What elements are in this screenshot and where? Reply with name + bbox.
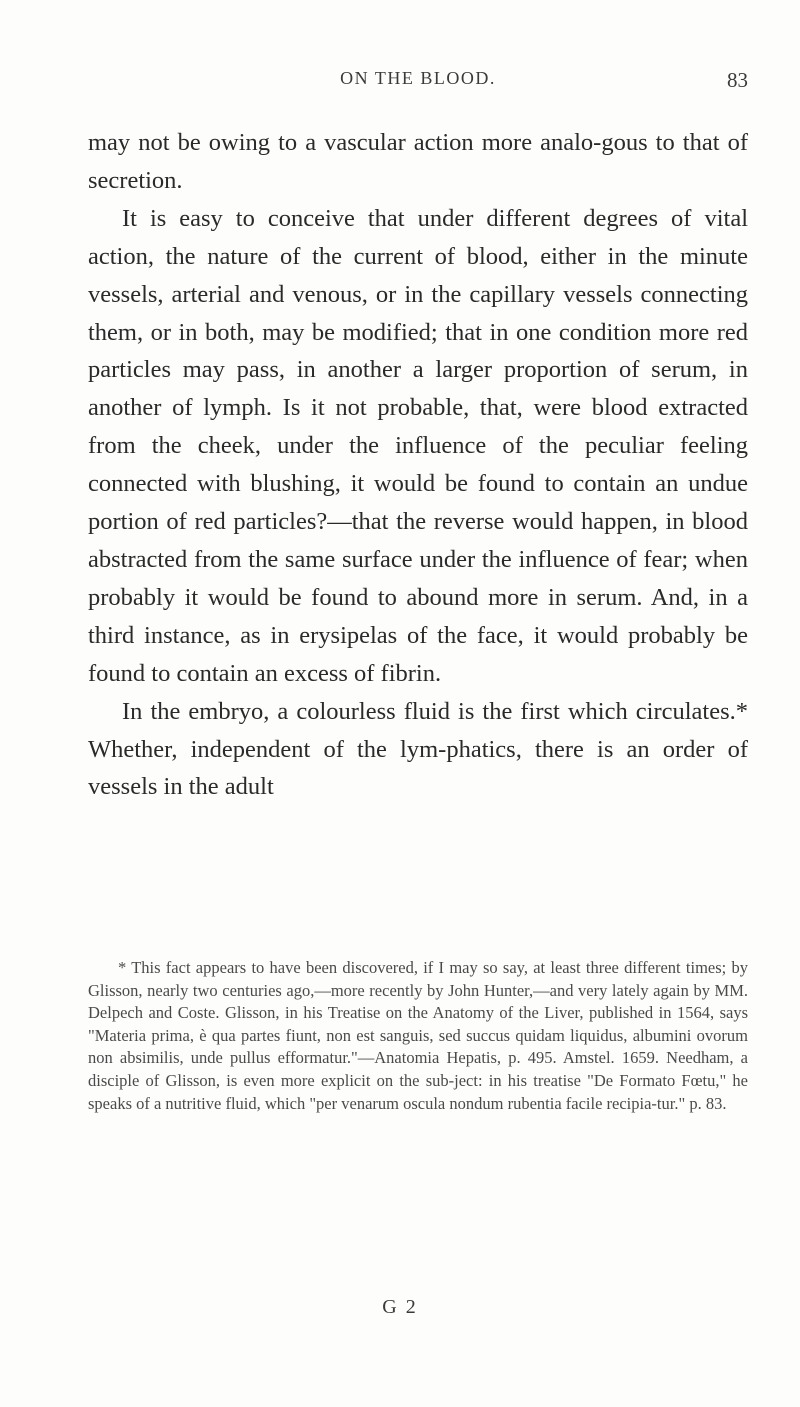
paragraph-vital-action: It is easy to conceive that under different degrees of vital action, the nature of the current of blood, either in the minute vessels, arterial and venous, or in the capillary vessels connecting them, or in both, may be modified; that in one condition more red particles may pass, in another a larger proportion of serum, in another of lymph. Is it not probable, that, were blood extracted from the cheek, under the influence of the peculiar feeling connected with blushing, it would be found to contain an undue portion of red particles?—that the reverse would happen, in blood abstracted from the same surface under the influence of fear; when probably it would be found to abound more in serum. And, in a third instance, as in erysipelas of the face, it would probably be found to contain an excess of fibrin. bbox=[88, 204, 748, 687]
page-number: 83 bbox=[727, 68, 748, 92]
paragraph-embryo: In the embryo, a colourless fluid is the first which circulates.* Whether, independent of the lym-phatics, there is an order of vessels in the adult bbox=[88, 697, 748, 801]
paragraph-continuation: may not be owing to a vascular action more analo-gous to that of secretion. bbox=[88, 129, 748, 194]
running-head bbox=[88, 68, 748, 98]
running-title: ON THE BLOOD. bbox=[340, 68, 496, 88]
footnote: * This fact appears to have been discovered, if I may so say, at least three different times; by Glisson, nearly two centuries ago,—more recently by John Hunter,—and very lately again by MM. Delpech and Coste. Glisson, in his Treatise on the Anatomy of the Liver, published in 1564, says "Materia prima, è qua partes fiunt, non est sanguis, sed succus quidam liquidus, albumini ovorum non absimilis, unde pullus efformatur."—Anatomia Hepatis, p. 495. Amstel. 1659. Needham, a disciple of Glisson, is even more explicit on the sub-ject: in his treatise "De Formato Fœtu," he speaks of a nutritive fluid, which "per venarum oscula nondum rubentia facile recipia-tur." p. 83. bbox=[88, 958, 748, 1113]
body-text bbox=[88, 124, 748, 806]
signature-mark: G 2 bbox=[382, 1296, 418, 1318]
